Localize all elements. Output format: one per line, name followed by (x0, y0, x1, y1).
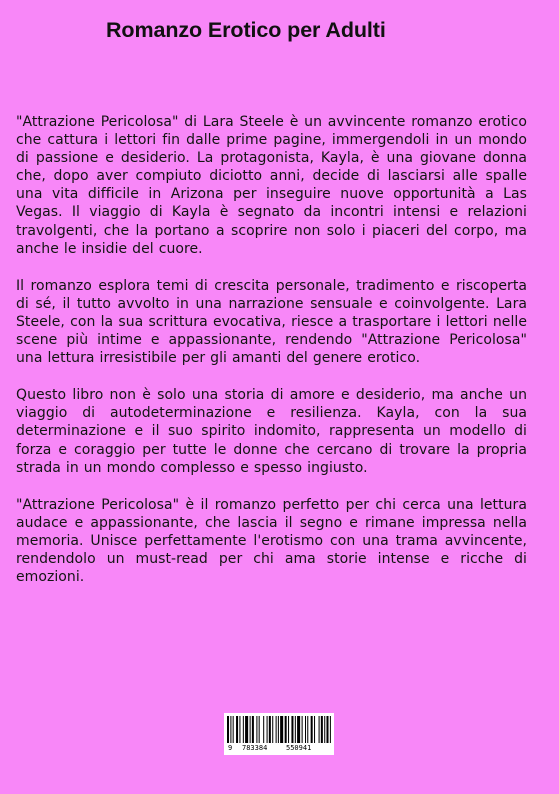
barcode-bar (321, 716, 323, 743)
synopsis-paragraph-2: Il romanzo esplora temi di crescita personale, tradimento e riscoperta di sé, il tutto avvolto in una narrazione sensuale e coinvolgente. Lara Steele, con la sua scrittura evocativa, riesce a trasportare i lettori nelle scene più intime e appassionante, rendendo "Attrazione Pericolosa" una lettura irresistibile per gli amanti del genere erotico. (16, 277, 527, 367)
barcode-bar (269, 716, 271, 743)
barcode-left-digits: 783384 (242, 744, 268, 752)
barcode-bar (236, 716, 238, 743)
barcode-bar (280, 716, 283, 743)
barcode-digits (224, 744, 334, 754)
barcode-bar (288, 716, 289, 743)
barcode-bar (330, 716, 331, 743)
barcode-bar (230, 716, 231, 743)
synopsis (16, 113, 527, 605)
barcode-bar (272, 716, 273, 743)
barcode-bar (243, 716, 244, 743)
barcode-bar (297, 716, 300, 743)
barcode-bar (256, 716, 257, 743)
synopsis-paragraph-4: "Attrazione Pericolosa" è il romanzo perfetto per chi cerca una lettura audace e appassionante, che lascia il segno e rimane impressa nella memoria. Unisce perfettamente l'erotismo con una trama avvincente, rendendolo un must-read per chi ama storie intense e ricche di emozioni. (16, 496, 527, 586)
barcode-bar (267, 716, 268, 743)
barcode-prefix-digit: 9 (228, 744, 233, 752)
barcode-bar (250, 716, 251, 743)
synopsis-paragraph-3: Questo libro non è solo una storia di amore e desiderio, ma anche un viaggio di autodeterminazione e resilienza. Kayla, con la sua determinazione e il suo spirito indomito, rappresenta un modello di forza e coraggio per tutte le donne che cercano di trovare la propria strada in un mondo complesso e spesso ingiusto. (16, 387, 527, 476)
barcode-bar (278, 716, 279, 743)
barcode-bar (259, 716, 260, 743)
barcode-bar (233, 716, 234, 743)
isbn-barcode (224, 713, 334, 755)
barcode-bar (305, 716, 306, 743)
barcode-bar (239, 716, 240, 743)
back-cover-title: Romanzo Erotico per Adulti (106, 18, 386, 42)
barcode-bar (324, 716, 325, 743)
barcode-bar (291, 716, 293, 743)
barcode-right-digits: 550941 (286, 744, 312, 752)
barcode-bar (227, 716, 229, 743)
barcode-bar (314, 716, 315, 743)
barcode-bar (245, 716, 248, 743)
barcode-bar (285, 716, 287, 743)
barcode-bar (252, 716, 254, 743)
barcode-bar (263, 716, 264, 743)
barcode-bar (295, 716, 296, 743)
barcode-bar (307, 716, 308, 743)
synopsis-paragraph-1: "Attrazione Pericolosa" di Lara Steele è un avvincente romanzo erotico che cattura i lettori fin dalle prime pagine, immergendoli in un mondo di passione e desiderio. La protagonista, Kayla, è una giovane donna che, dopo aver compiuto diciotto anni, decide di lasciarsi alle spalle una vita difficile in Arizona per inseguire nuove opportunità a Las Vegas. Il viaggio di Kayla è segnato da incontri intensi e relazioni travolgenti, che la portano a scoprire non solo i piaceri del corpo, ma anche le insidie del cuore. (16, 114, 527, 257)
barcode-bar (319, 716, 320, 743)
barcode-bar (276, 716, 277, 743)
barcode-bar (326, 716, 328, 743)
barcode-bar (311, 716, 313, 743)
barcode-bar (302, 716, 303, 743)
